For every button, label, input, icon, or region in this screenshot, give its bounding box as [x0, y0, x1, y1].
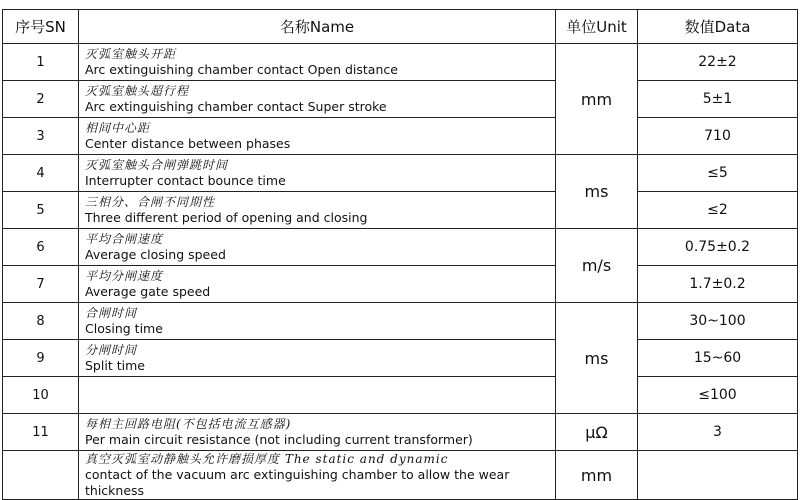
row-name-en: Arc extinguishing chamber contact Super stroke [85, 99, 387, 114]
table-row [3, 303, 798, 340]
table-row [3, 266, 798, 303]
row-sn: 8 [3, 303, 79, 340]
unit-cell: ms [556, 155, 638, 229]
header-sn: 序号SN [3, 10, 79, 44]
row-name-en: Center distance between phases [85, 136, 291, 151]
row-sn [3, 451, 79, 500]
row-value: ≤100 [638, 377, 798, 414]
row-value: 0.75±0.2 [638, 229, 798, 266]
row-value [638, 451, 798, 500]
row-name-en: Closing time [85, 321, 163, 336]
row-sn: 3 [3, 118, 79, 155]
row-name-en: Three different period of opening and closing [85, 210, 368, 225]
table-row [3, 192, 798, 229]
row-value: 5±1 [638, 81, 798, 118]
row-sn: 9 [3, 340, 79, 377]
table-row [3, 118, 798, 155]
row-name-en: Average closing speed [85, 247, 226, 262]
row-name [79, 340, 556, 377]
table-row [3, 377, 798, 414]
header-name: 名称Name [79, 10, 556, 44]
row-name [79, 81, 556, 118]
row-sn: 6 [3, 229, 79, 266]
row-value: 22±2 [638, 44, 798, 81]
row-name-zh: 灭弧室触头超行程 [85, 84, 190, 98]
row-sn: 2 [3, 81, 79, 118]
row-name [79, 377, 556, 414]
row-name-zh: 平均合闸速度 [85, 232, 164, 246]
row-name [79, 266, 556, 303]
row-name-en: Per main circuit resistance (not including current transformer) [85, 432, 473, 447]
row-name-en: contact of the vacuum arc extinguishing chamber to allow the wear thickness [85, 467, 510, 498]
row-name-zh: 每相主回路电阻(不包括电流互感器) [85, 417, 292, 431]
row-sn: 4 [3, 155, 79, 192]
row-name [79, 155, 556, 192]
row-value: 15~60 [638, 340, 798, 377]
row-name [79, 229, 556, 266]
unit-cell: mm [556, 451, 638, 500]
header-row [3, 10, 798, 44]
row-name-en: Interrupter contact bounce time [85, 173, 286, 188]
row-name-zh: 真空灭弧室动静触头允许磨损厚度 The static and dynamic [85, 452, 449, 466]
row-name-zh: 灭弧室触头合闸弹跳时间 [85, 158, 229, 172]
row-value: ≤2 [638, 192, 798, 229]
row-sn: 11 [3, 414, 79, 451]
table-row [3, 340, 798, 377]
row-name-en: Average gate speed [85, 284, 211, 299]
table-row [3, 81, 798, 118]
row-name [79, 303, 556, 340]
unit-cell: ms [556, 303, 638, 414]
row-name-zh: 灭弧室触头开距 [85, 47, 177, 61]
unit-cell: mm [556, 44, 638, 155]
row-value: 1.7±0.2 [638, 266, 798, 303]
row-sn: 1 [3, 44, 79, 81]
table-row [3, 155, 798, 192]
header-data: 数值Data [638, 10, 798, 44]
row-value: 3 [638, 414, 798, 451]
table-row [3, 414, 798, 451]
row-name [79, 192, 556, 229]
table-row [3, 451, 798, 500]
table-row [3, 44, 798, 81]
row-name [79, 118, 556, 155]
row-name-en: Arc extinguishing chamber contact Open distance [85, 62, 398, 77]
row-name [79, 451, 556, 500]
row-name-en: Split time [85, 358, 145, 373]
header-unit: 单位Unit [556, 10, 638, 44]
row-value: 30~100 [638, 303, 798, 340]
row-name-zh: 平均分闸速度 [85, 269, 164, 283]
row-sn: 7 [3, 266, 79, 303]
unit-cell: m/s [556, 229, 638, 303]
row-value: 710 [638, 118, 798, 155]
row-name [79, 44, 556, 81]
row-name [79, 414, 556, 451]
row-sn: 10 [3, 377, 79, 414]
row-value: ≤5 [638, 155, 798, 192]
parameter-table [2, 9, 798, 500]
row-name-zh: 分闸时间 [85, 343, 138, 357]
row-name-zh: 相间中心距 [85, 121, 151, 135]
row-name-zh: 合闸时间 [85, 306, 138, 320]
unit-cell: μΩ [556, 414, 638, 451]
table-row [3, 229, 798, 266]
row-sn: 5 [3, 192, 79, 229]
row-name-zh: 三相分、合闸不同期性 [85, 195, 216, 209]
